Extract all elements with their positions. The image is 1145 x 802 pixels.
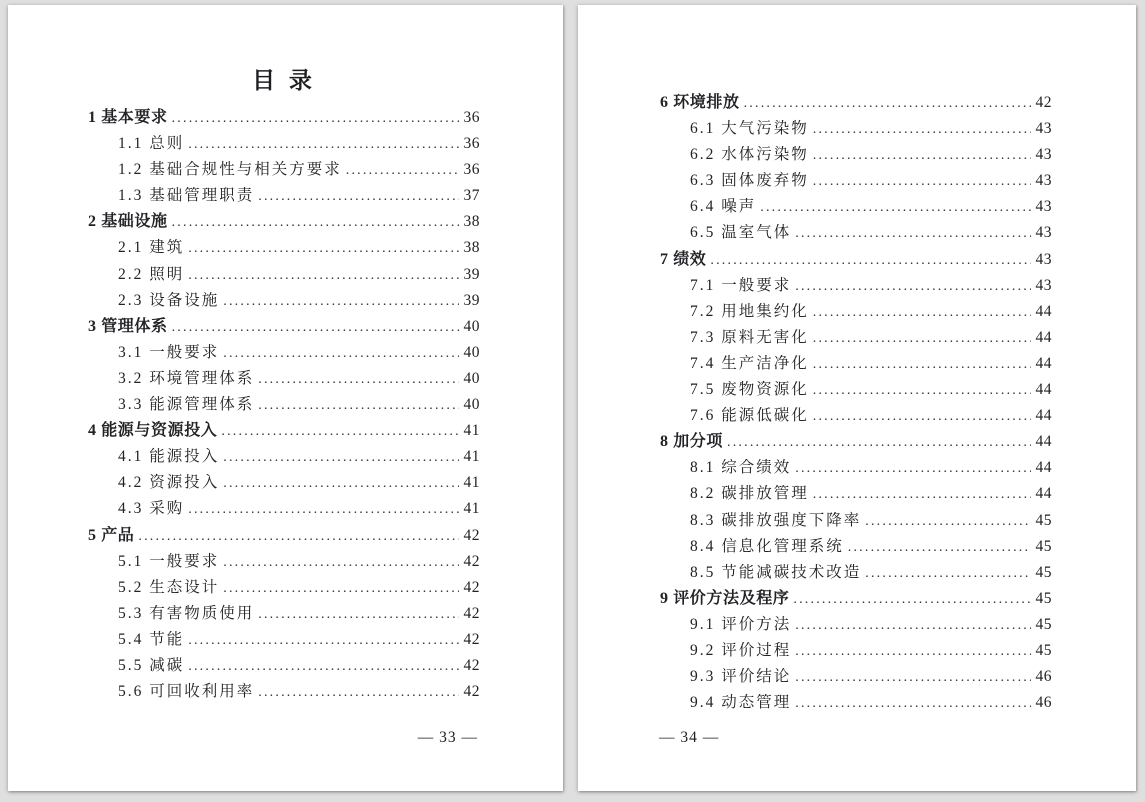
toc-entry [660, 455, 1052, 481]
toc-entry [660, 664, 1052, 690]
toc-entry [660, 403, 1052, 429]
toc-entry-label: 6 环境排放 [660, 94, 740, 111]
toc-leader-dots [813, 378, 1031, 404]
toc-entry [88, 601, 480, 627]
toc-entry-label: 2.3 设备设施 [118, 291, 220, 309]
toc-entry [88, 105, 480, 131]
toc-entry-label: 7.6 能源低碳化 [690, 407, 809, 425]
toc-entry-page-number: 42 [463, 578, 480, 596]
toc-entry-label: 7.5 废物资源化 [690, 381, 809, 399]
toc-entry [88, 444, 480, 470]
toc-leader-dots [188, 628, 459, 654]
toc-entry-page-number: 45 [1035, 537, 1052, 555]
toc-entry-label: 8.4 信息化管理系统 [690, 537, 844, 555]
toc-leader-dots [258, 680, 459, 706]
toc-entry-page-number: 45 [1035, 563, 1052, 581]
toc-entry-label: 6.1 大气污染物 [690, 120, 809, 138]
toc-entry-label: 9.3 评价结论 [690, 668, 792, 686]
toc-entry [88, 183, 480, 209]
toc-entry-label: 6.5 温室气体 [690, 224, 792, 242]
toc-leader-dots [258, 184, 459, 210]
toc-leader-dots [813, 300, 1031, 326]
toc-leader-dots [223, 576, 459, 602]
toc-leader-dots [795, 221, 1031, 247]
toc-entry [660, 325, 1052, 351]
toc-leader-dots [727, 430, 1031, 456]
toc-entry [660, 220, 1052, 246]
toc-entry-label: 5.3 有害物质使用 [118, 604, 255, 622]
toc-entry-page-number: 43 [1035, 172, 1052, 190]
toc-entry [88, 392, 480, 418]
toc-entry-label: 4.1 能源投入 [118, 448, 220, 466]
toc-entry [660, 116, 1052, 142]
toc-entry-page-number: 40 [463, 343, 480, 361]
toc-entry-label: 7.3 原料无害化 [690, 328, 809, 346]
toc-entry-page-number: 41 [463, 474, 480, 492]
toc-leader-dots [258, 602, 459, 628]
toc-entry-page-number: 42 [463, 656, 480, 674]
toc-leader-dots [221, 419, 459, 445]
toc-entry-label: 5.2 生态设计 [118, 578, 220, 596]
toc-entry [88, 288, 480, 314]
toc-entry [660, 168, 1052, 194]
page-34-content [578, 15, 1136, 716]
toc-entry-label: 5.5 减碳 [118, 656, 185, 674]
toc-leader-dots [138, 524, 459, 550]
toc-entry [660, 560, 1052, 586]
toc-entry-label: 3.1 一般要求 [118, 343, 220, 361]
toc-entry-label: 6.4 噪声 [690, 198, 757, 216]
toc-entry [88, 575, 480, 601]
toc-entry [88, 523, 480, 549]
toc-entry-page-number: 44 [1035, 354, 1052, 372]
toc-leader-dots [813, 482, 1031, 508]
toc-leader-dots [760, 195, 1031, 221]
toc-entry-page-number: 46 [1035, 694, 1052, 712]
toc-entry [660, 586, 1052, 612]
toc-leader-dots [258, 393, 459, 419]
toc-entry-label: 6.2 水体污染物 [690, 146, 809, 164]
toc-entry-page-number: 41 [463, 448, 480, 466]
toc-entry [660, 299, 1052, 325]
toc-leader-dots [744, 91, 1031, 117]
toc-entry-label: 1.2 基础合规性与相关方要求 [118, 161, 342, 179]
toc-leader-dots [813, 143, 1031, 169]
toc-entry-label: 3 管理体系 [88, 317, 168, 335]
toc-leader-dots [795, 691, 1031, 717]
page-33 [8, 5, 563, 791]
toc-entry-label: 7.4 生产洁净化 [690, 354, 809, 372]
toc-leader-dots [223, 289, 459, 315]
page-33-content [8, 67, 563, 705]
toc-entry [660, 429, 1052, 455]
toc-entry-page-number: 39 [463, 265, 480, 283]
toc-list-left [88, 105, 480, 705]
toc-title: 目 录 [252, 68, 316, 93]
toc-entry-label: 5.1 一般要求 [118, 552, 220, 570]
toc-entry-page-number: 42 [463, 683, 480, 701]
toc-entry-page-number: 45 [1035, 615, 1052, 633]
toc-entry-page-number: 45 [1035, 641, 1052, 659]
toc-entry-label: 7.1 一般要求 [690, 276, 792, 294]
toc-entry-page-number: 42 [463, 630, 480, 648]
toc-entry-label: 8.5 节能减碳技术改造 [690, 563, 862, 581]
toc-entry-page-number: 44 [1035, 407, 1052, 425]
toc-leader-dots [223, 471, 459, 497]
toc-entry-page-number: 43 [1035, 120, 1052, 138]
toc-entry [660, 247, 1052, 273]
toc-entry [88, 470, 480, 496]
toc-entry-label: 4.3 采购 [118, 500, 185, 518]
toc-entry [88, 131, 480, 157]
toc-entry-page-number: 45 [1035, 589, 1052, 607]
toc-leader-dots [813, 404, 1031, 430]
toc-entry-page-number: 42 [463, 604, 480, 622]
toc-entry [660, 90, 1052, 116]
page-33-footer: — 33 — [417, 729, 478, 746]
toc-entry [660, 481, 1052, 507]
toc-entry [660, 612, 1052, 638]
toc-entry-page-number: 42 [463, 552, 480, 570]
toc-entry-page-number: 41 [463, 422, 480, 440]
toc-leader-dots [795, 274, 1031, 300]
toc-entry [88, 340, 480, 366]
toc-entry-label: 9 评价方法及程序 [660, 589, 790, 607]
toc-leader-dots [795, 613, 1031, 639]
toc-entry-label: 3.2 环境管理体系 [118, 369, 255, 387]
toc-entry [660, 194, 1052, 220]
toc-entry [660, 690, 1052, 716]
toc-entry-page-number: 46 [1035, 668, 1052, 686]
toc-entry [660, 351, 1052, 377]
toc-entry [88, 314, 480, 340]
toc-entry-page-number: 44 [1035, 485, 1052, 503]
toc-leader-dots [865, 509, 1031, 535]
toc-leader-dots [188, 236, 459, 262]
toc-entry-label: 2 基础设施 [88, 213, 168, 231]
toc-entry-page-number: 43 [1035, 224, 1052, 242]
toc-entry-label: 7.2 用地集约化 [690, 302, 809, 320]
toc-leader-dots [795, 456, 1031, 482]
toc-entry-page-number: 40 [463, 369, 480, 387]
toc-leader-dots [865, 561, 1031, 587]
toc-entry [88, 418, 480, 444]
toc-entry-label: 9.2 评价过程 [690, 641, 792, 659]
toc-entry-label: 5.6 可回收利用率 [118, 683, 255, 701]
toc-entry-page-number: 41 [463, 500, 480, 518]
toc-entry-page-number: 40 [463, 396, 480, 414]
toc-leader-dots [188, 654, 459, 680]
toc-entry-label: 9.4 动态管理 [690, 694, 792, 712]
toc-entry-page-number: 44 [1035, 302, 1052, 320]
toc-entry-page-number: 36 [463, 109, 480, 126]
toc-entry-page-number: 39 [463, 291, 480, 309]
toc-leader-dots [172, 106, 459, 132]
toc-entry-label: 4 能源与资源投入 [88, 422, 218, 440]
toc-entry-page-number: 36 [463, 135, 480, 153]
toc-entry-label: 4.2 资源投入 [118, 474, 220, 492]
toc-leader-dots [813, 169, 1031, 195]
toc-leader-dots [172, 210, 459, 236]
toc-entry-label: 5.4 节能 [118, 630, 185, 648]
toc-list-right [660, 15, 1052, 716]
page-34 [578, 5, 1136, 791]
toc-entry-label: 1.3 基础管理职责 [118, 187, 255, 205]
toc-entry [660, 638, 1052, 664]
toc-leader-dots [188, 263, 459, 289]
toc-leader-dots [188, 497, 459, 523]
toc-entry [88, 679, 480, 705]
toc-leader-dots [710, 248, 1031, 274]
toc-entry-label: 6.3 固体废弃物 [690, 172, 809, 190]
toc-entry [88, 157, 480, 183]
toc-leader-dots [813, 326, 1031, 352]
toc-leader-dots [793, 587, 1031, 613]
toc-entry [88, 627, 480, 653]
toc-entry [88, 653, 480, 679]
toc-entry-page-number: 36 [463, 161, 480, 179]
page-34-footer: — 34 — [659, 729, 720, 746]
toc-leader-dots [813, 352, 1031, 378]
toc-entry-page-number: 43 [1035, 198, 1052, 216]
toc-entry-label: 8.2 碳排放管理 [690, 485, 809, 503]
toc-leader-dots [795, 639, 1031, 665]
toc-leader-dots [223, 550, 459, 576]
toc-leader-dots [172, 315, 459, 341]
toc-leader-dots [795, 665, 1031, 691]
toc-leader-dots [188, 132, 459, 158]
toc-leader-dots [813, 117, 1031, 143]
toc-entry-label: 2.1 建筑 [118, 239, 185, 257]
toc-entry-label: 2.2 照明 [118, 265, 185, 283]
toc-entry [88, 235, 480, 261]
toc-leader-dots [258, 367, 459, 393]
toc-entry [660, 377, 1052, 403]
toc-entry-page-number: 37 [463, 187, 480, 205]
toc-entry [88, 496, 480, 522]
toc-entry-page-number: 38 [463, 213, 480, 231]
toc-leader-dots [346, 158, 459, 184]
toc-entry-page-number: 44 [1035, 459, 1052, 477]
toc-entry-page-number: 42 [1035, 94, 1052, 111]
toc-entry-page-number: 45 [1035, 511, 1052, 529]
toc-entry-label: 1 基本要求 [88, 109, 168, 126]
toc-entry [88, 209, 480, 235]
toc-entry-page-number: 43 [1035, 146, 1052, 164]
toc-leader-dots [223, 445, 459, 471]
toc-entry-page-number: 42 [463, 526, 480, 544]
toc-entry-label: 8.1 综合绩效 [690, 459, 792, 477]
toc-entry [660, 534, 1052, 560]
toc-entry-label: 8.3 碳排放强度下降率 [690, 511, 862, 529]
toc-leader-dots [223, 341, 459, 367]
toc-entry-page-number: 44 [1035, 381, 1052, 399]
toc-entry [88, 366, 480, 392]
toc-entry-label: 5 产品 [88, 526, 135, 544]
toc-entry-page-number: 44 [1035, 328, 1052, 346]
toc-leader-dots [848, 535, 1031, 561]
toc-entry [660, 508, 1052, 534]
toc-entry [660, 142, 1052, 168]
toc-entry-label: 8 加分项 [660, 433, 724, 451]
toc-entry-label: 1.1 总则 [118, 135, 185, 153]
toc-entry-label: 9.1 评价方法 [690, 615, 792, 633]
toc-entry-page-number: 43 [1035, 250, 1052, 268]
toc-entry-label: 3.3 能源管理体系 [118, 396, 255, 414]
toc-entry-page-number: 44 [1035, 433, 1052, 451]
toc-entry-label: 7 绩效 [660, 250, 707, 268]
toc-entry [88, 262, 480, 288]
toc-entry-page-number: 40 [463, 317, 480, 335]
toc-entry-page-number: 38 [463, 239, 480, 257]
toc-entry [88, 549, 480, 575]
toc-entry [660, 273, 1052, 299]
toc-entry-page-number: 43 [1035, 276, 1052, 294]
